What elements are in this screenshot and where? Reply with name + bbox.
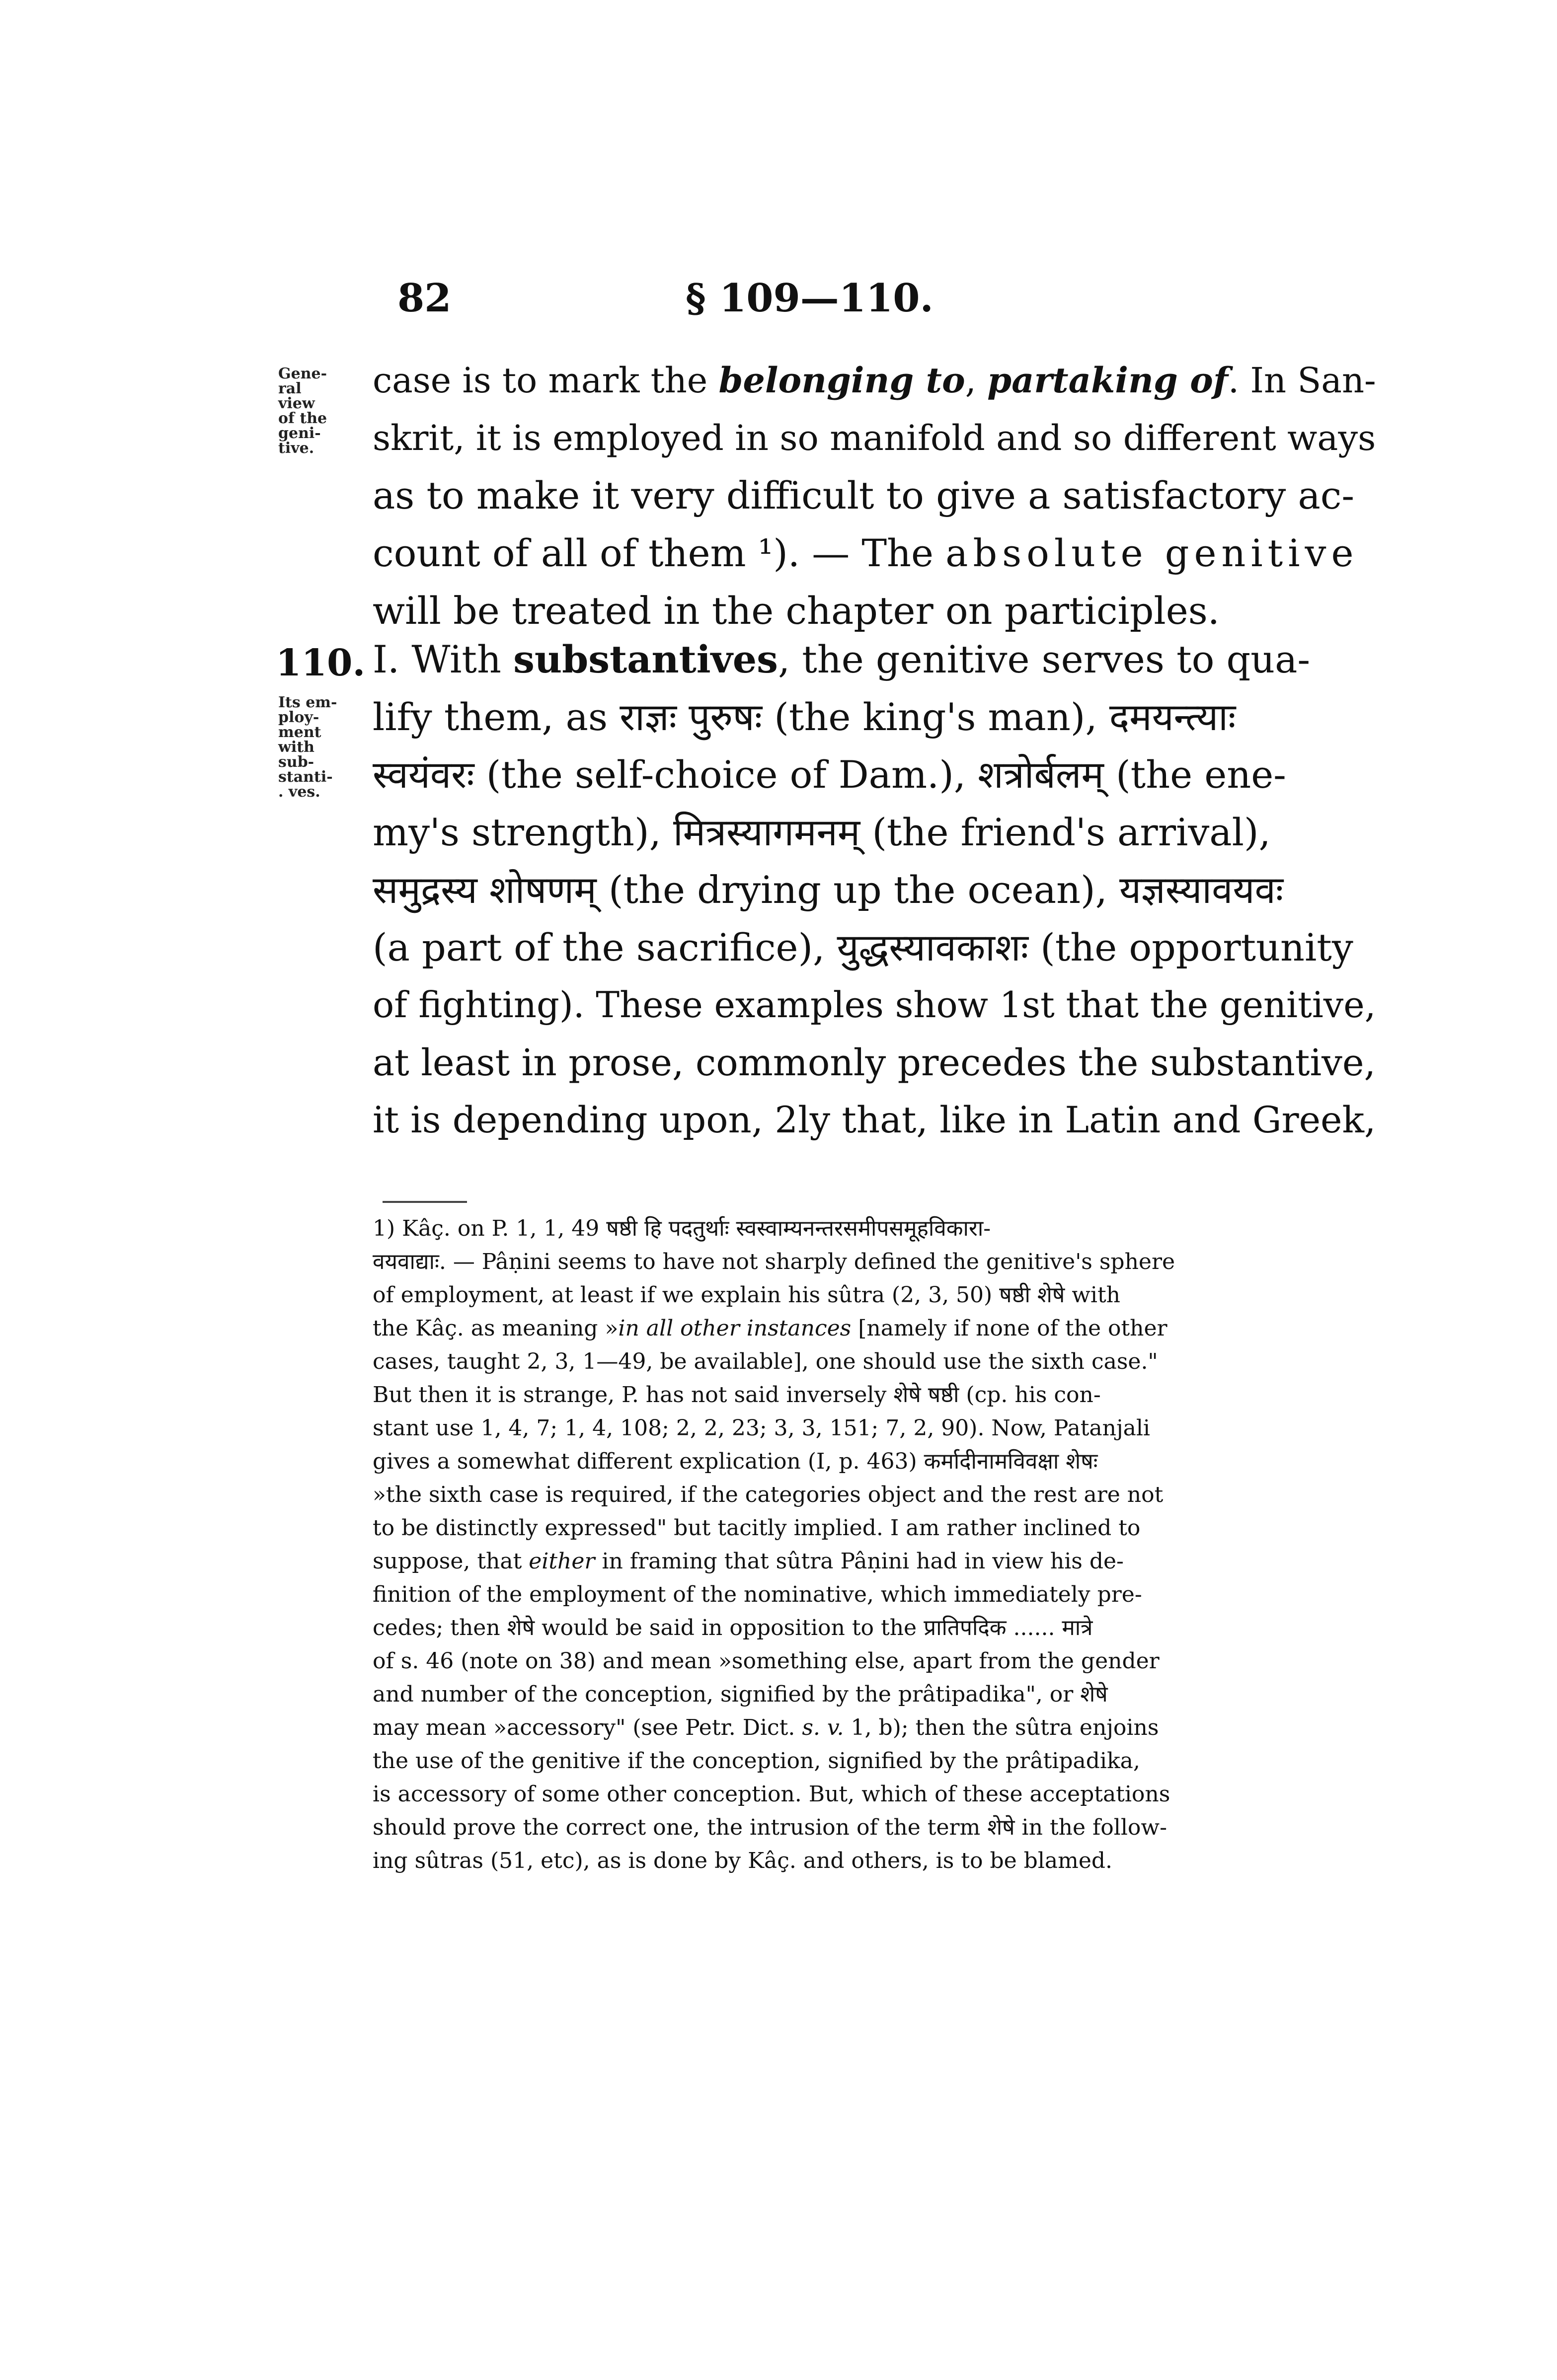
text-line: समुद्रस्य शोषणम् (the drying up the ocean), यज्ञस्यावयवः bbox=[373, 868, 1284, 912]
text-line: skrit, it is employed in so manifold and so different ways bbox=[373, 418, 1376, 458]
margin-note-line: ment bbox=[278, 724, 321, 741]
margin-note-line: Its em- bbox=[278, 694, 337, 711]
margin-note-employment bbox=[278, 695, 368, 800]
footnote-rule bbox=[383, 1201, 467, 1203]
margin-note-line: with bbox=[278, 739, 314, 756]
margin-note-line: view bbox=[278, 395, 315, 412]
text-line: will be treated in the chapter on participles. bbox=[373, 589, 1220, 633]
text-line: I. With substantives, the genitive serves to qua- bbox=[373, 637, 1311, 681]
footnote-line: is accessory of some other conception. But, which of these acceptations bbox=[373, 1782, 1170, 1807]
text-line: स्वयंवरः (the self-choice of Dam.), शत्रोर्बलम् (the ene- bbox=[373, 752, 1286, 797]
margin-note-line: Gene- bbox=[278, 365, 327, 382]
footnote-line: finition of the employment of the nominative, which immediately pre- bbox=[373, 1582, 1142, 1607]
footnote-line: of employment, at least if we explain his sûtra (2, 3, 50) षष्ठी शेषे with bbox=[373, 1282, 1120, 1308]
margin-note-line: tive. bbox=[278, 440, 314, 457]
margin-note-general-view bbox=[278, 367, 368, 456]
margin-note-line: sub- bbox=[278, 753, 314, 771]
emphasis-belonging: belonging to bbox=[718, 360, 965, 401]
footnote-line: the Kâç. as meaning »in all other instances [namely if none of the other bbox=[373, 1316, 1168, 1341]
text-line: of fighting). These examples show 1st that the genitive, bbox=[373, 984, 1376, 1026]
text-line: at least in prose, commonly precedes the substantive, bbox=[373, 1041, 1376, 1084]
margin-note-line: ral bbox=[278, 380, 302, 397]
text-line: (a part of the sacrifice), युद्धस्यावकाशः (the opportunity bbox=[373, 925, 1353, 969]
margin-note-line: of the bbox=[278, 410, 327, 427]
footnote-line: and number of the conception, signified by the prâtipadika", or शेषे bbox=[373, 1682, 1108, 1707]
term-absolute-genitive: absolute genitive bbox=[945, 531, 1359, 575]
footnote-line: cedes; then शेषे would be said in opposition to the प्रातिपदिक ...... मात्रे bbox=[373, 1615, 1093, 1640]
text-line: case is to mark the belonging to, partaking of. In San- bbox=[373, 360, 1376, 401]
footnote-line: »the sixth case is required, if the categories object and the rest are not bbox=[373, 1482, 1164, 1507]
footnote-line: suppose, that either in framing that sûtra Pâṇini had in view his de- bbox=[373, 1549, 1124, 1574]
page-number: 82 bbox=[397, 276, 452, 321]
paragraph-general-view bbox=[373, 352, 1376, 640]
section-reference: § 109—110. bbox=[686, 276, 934, 321]
margin-note-line: . ves. bbox=[278, 783, 320, 801]
footnote-line: cases, taught 2, 3, 1—49, be available], one should use the sixth case." bbox=[373, 1349, 1158, 1374]
footnote-line: of s. 46 (note on 38) and mean »something else, apart from the gender bbox=[373, 1648, 1160, 1674]
footnote-line: may mean »accessory" (see Petr. Dict. s. v. 1, b); then the sûtra enjoins bbox=[373, 1715, 1159, 1740]
footnote-line: ing sûtras (51, etc), as is done by Kâç. and others, is to be blamed. bbox=[373, 1848, 1113, 1873]
term-substantives: substantives bbox=[513, 637, 778, 681]
text-line: my's strength), मित्रस्यागमनम् (the friend's arrival), bbox=[373, 810, 1271, 854]
margin-note-line: stanti- bbox=[278, 768, 333, 786]
section-number: 110. bbox=[276, 642, 366, 684]
text-line: lify them, as राज्ञः पुरुषः (the king's man), दमयन्त्याः bbox=[373, 695, 1236, 739]
text-line: count of all of them ¹). — The absolute genitive bbox=[373, 531, 1359, 575]
footnote-line: stant use 1, 4, 7; 1, 4, 108; 2, 2, 23; 3, 3, 151; 7, 2, 90). Now, Patanjali bbox=[373, 1415, 1150, 1441]
paragraph-section-110 bbox=[373, 631, 1376, 1149]
text-line: it is depending upon, 2ly that, like in Latin and Greek, bbox=[373, 1099, 1376, 1141]
text-line: as to make it very difficult to give a satisfactory ac- bbox=[373, 473, 1354, 518]
margin-note-line: ploy- bbox=[278, 709, 319, 726]
footnote bbox=[373, 1212, 1386, 1877]
margin-note-line: geni- bbox=[278, 425, 321, 442]
footnote-line: to be distinctly expressed" but tacitly implied. I am rather inclined to bbox=[373, 1515, 1141, 1541]
footnote-line: the use of the genitive if the conception, signified by the prâtipadika, bbox=[373, 1748, 1140, 1774]
footnote-line: But then it is strange, P. has not said inversely शेषे षष्ठी (cp. his con- bbox=[373, 1382, 1101, 1408]
footnote-line: वयवाद्याः. — Pâṇini seems to have not sharply defined the genitive's sphere bbox=[373, 1249, 1175, 1274]
footnote-line: gives a somewhat different explication (I, p. 463) कर्मादीनामविवक्षा शेषः bbox=[373, 1449, 1098, 1474]
footnote-line: 1) Kâç. on P. 1, 1, 49 षष्ठी हि पदतुर्थाः स्वस्वाम्यनन्तरसमीपसमूहविकारा- bbox=[373, 1216, 991, 1241]
footnote-line: should prove the correct one, the intrusion of the term शेषे in the follow- bbox=[373, 1815, 1167, 1840]
emphasis-partaking: partaking of bbox=[987, 360, 1228, 401]
